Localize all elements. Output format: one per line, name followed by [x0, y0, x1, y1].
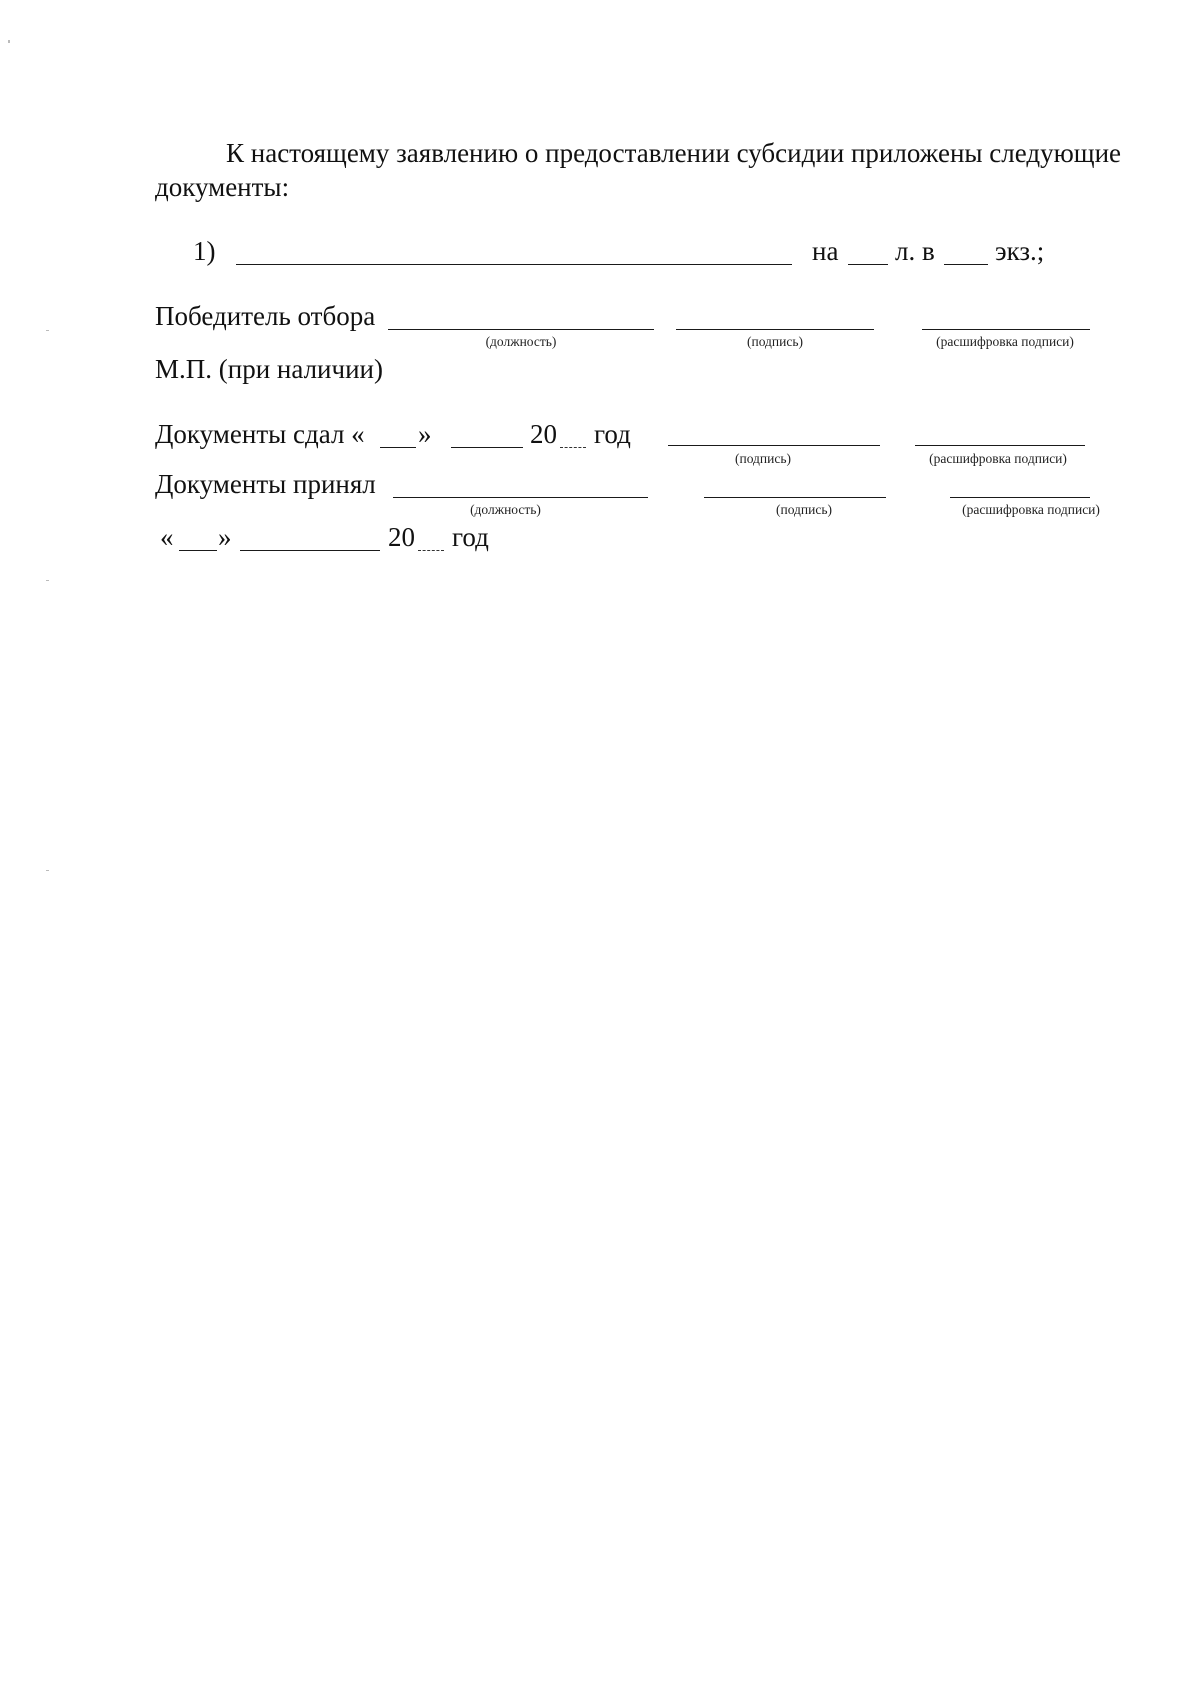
intro-line-1: К настоящему заявлению о предоставлении субсидии приложены следующие [226, 138, 1122, 168]
accepted-date-close: » [218, 522, 232, 552]
submitted-signature-field[interactable] [668, 445, 880, 446]
accepted-year-suffix: год [452, 522, 489, 552]
stamp-label: М.П. (при наличии) [155, 354, 383, 384]
scan-speck [46, 580, 49, 581]
accepted-label: Документы принял [155, 469, 376, 499]
submitted-day-field[interactable] [380, 447, 416, 448]
item-on-label: на [812, 236, 839, 266]
accepted-signature-field[interactable] [704, 497, 886, 498]
scan-speck [46, 330, 49, 331]
item-sheets-label: л. в [895, 236, 935, 266]
intro-line-2: документы: [155, 172, 290, 202]
accepted-month-field[interactable] [240, 550, 380, 551]
submitted-year-field[interactable] [560, 447, 586, 448]
submitted-label: Документы сдал « [155, 419, 365, 449]
scan-speck [46, 870, 49, 871]
sheets-count-field[interactable] [848, 264, 888, 265]
winner-position-caption: (должность) [485, 334, 557, 349]
winner-position-field[interactable] [388, 329, 654, 330]
accepted-signature-caption: (подпись) [775, 502, 833, 517]
submitted-signature-caption: (подпись) [734, 451, 792, 466]
winner-decoding-caption: (расшифровка подписи) [936, 334, 1074, 349]
item-copies-label: экз.; [995, 236, 1045, 266]
accepted-date-open: « [160, 522, 174, 552]
submitted-decoding-field[interactable] [915, 445, 1085, 446]
submitted-quote-close: » [418, 419, 432, 449]
accepted-year-field[interactable] [418, 550, 444, 551]
scan-speck [8, 40, 10, 43]
winner-signature-field[interactable] [676, 329, 874, 330]
copies-count-field[interactable] [944, 264, 988, 265]
winner-decoding-field[interactable] [922, 329, 1090, 330]
submitted-decoding-caption: (расшифровка подписи) [929, 451, 1067, 466]
winner-signature-caption: (подпись) [746, 334, 804, 349]
document-name-field[interactable] [236, 264, 792, 265]
accepted-day-field[interactable] [179, 550, 217, 551]
winner-label: Победитель отбора [155, 301, 376, 331]
accepted-year-prefix: 20 [388, 522, 415, 552]
submitted-year-suffix: год [594, 419, 631, 449]
accepted-decoding-caption: (расшифровка подписи) [962, 502, 1100, 517]
submitted-month-field[interactable] [451, 447, 523, 448]
submitted-year-prefix: 20 [530, 419, 557, 449]
accepted-decoding-field[interactable] [950, 497, 1090, 498]
accepted-position-field[interactable] [393, 497, 648, 498]
item-number: 1) [193, 236, 216, 266]
accepted-position-caption: (должность) [470, 502, 541, 517]
